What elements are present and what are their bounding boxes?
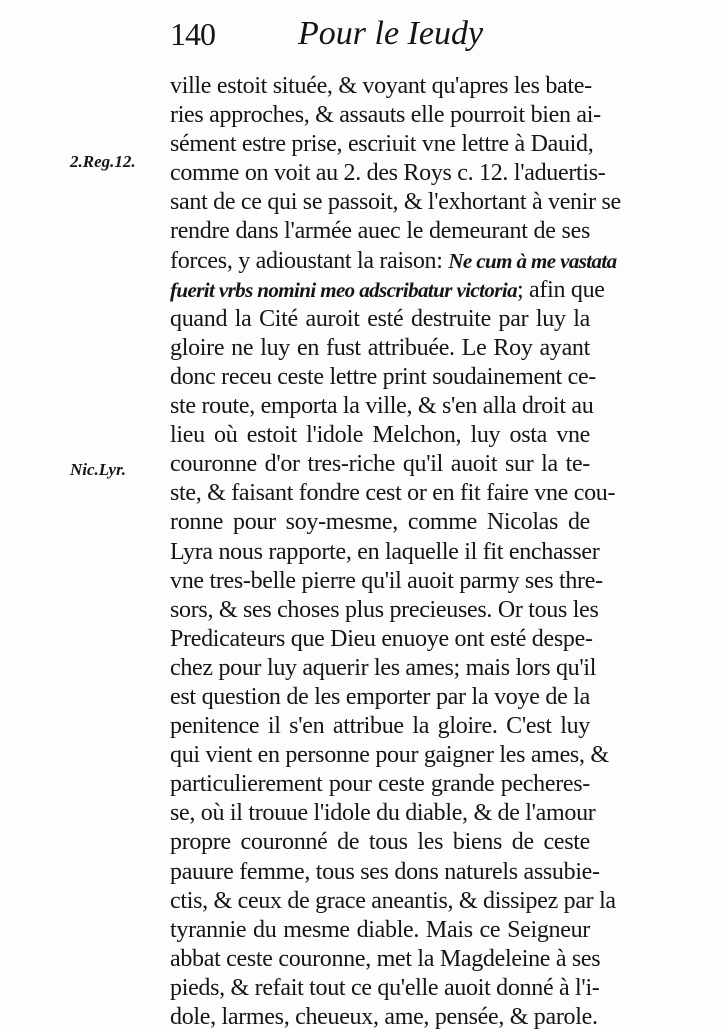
marginal-note: 2.Reg.12.	[70, 152, 136, 171]
roman-text: forces, y adioustant la raison:	[170, 247, 449, 274]
body-text	[170, 72, 621, 1032]
text-line: rendre dans l'armée auec le demeurant de ses	[170, 218, 590, 245]
text-line: sors, & ses choses plus precieuses. Or tous les	[170, 596, 599, 623]
text-line: Predicateurs que Dieu enuoye ont esté despe-	[170, 625, 593, 652]
text-line: ville estoit située, & voyant qu'apres les bate-	[170, 73, 592, 99]
text-line: ste route, emporta la ville, & s'en alla droit au	[170, 393, 594, 420]
text-line: lieu où estoit l'idole Melchon, luy osta vne	[170, 422, 590, 449]
text-line: ronne pour soy-mesme, comme Nicolas de	[170, 509, 590, 536]
text-line: penitence il s'en attribue la gloire. C'est luy	[170, 713, 590, 740]
text-line: donc receu ceste lettre print soudainement ce-	[170, 363, 596, 390]
text-line: abbat ceste couronne, met la Magdeleine à ses	[170, 945, 601, 972]
text-line: couronne d'or tres-riche qu'il auoit sur la te-	[170, 451, 590, 478]
roman-text: ; afin que	[516, 276, 605, 303]
running-head: Pour le Ieudy	[298, 15, 484, 52]
text-line-mixed	[170, 247, 617, 276]
text-line: particulierement pour ceste grande pecheres-	[170, 771, 590, 798]
text-line: sément estre prise, escriuit vne lettre à Dauid,	[170, 131, 594, 158]
text-line: sant de ce qui se passoit, & l'exhortant à venir se	[170, 189, 621, 216]
latin-quote: fuerit vrbs nomini meo adscribatur victoria	[170, 277, 517, 302]
text-line: chez pour luy aquerir les ames; mais lors qu'il	[170, 654, 597, 681]
text-line: tyrannie du mesme diable. Mais ce Seigneur	[170, 916, 590, 943]
text-line: pauure femme, tous ses dons naturels assubie-	[170, 858, 600, 885]
text-line: qui vient en personne pour gaigner les ames, &	[170, 742, 609, 769]
text-line: Lyra nous rapporte, en laquelle il fit enchasser	[170, 538, 600, 565]
text-line-mixed	[170, 276, 605, 305]
text-line: dole, larmes, cheueux, ame, pensée, & parole.	[170, 1004, 598, 1030]
text-line: se, où il trouue l'idole du diable, & de l'amour	[170, 800, 596, 827]
text-line: propre couronné de tous les biens de ceste	[170, 829, 590, 856]
text-line: ctis, & ceux de grace aneantis, & dissipez par la	[170, 887, 616, 914]
text-line: est question de les emporter par la voye de la	[170, 683, 590, 710]
text-line: ries approches, & assauts elle pourroit bien ai-	[170, 102, 601, 129]
text-line: ste, & faisant fondre cest or en fit faire vne cou-	[170, 480, 616, 507]
text-line: comme on voit au 2. des Roys c. 12. l'aduertis-	[170, 160, 606, 187]
text-line: pieds, & refait tout ce qu'elle auoit donné à l'i-	[170, 974, 600, 1001]
text-line: quand la Cité auroit esté destruite par luy la	[170, 305, 590, 332]
page-number: 140	[170, 16, 215, 52]
text-line: vne tres-belle pierre qu'il auoit parmy ses thre-	[170, 567, 603, 594]
page-header	[170, 14, 590, 54]
marginal-note: Nic.Lyr.	[70, 460, 127, 479]
latin-quote: Ne cum à me vastata	[448, 248, 617, 273]
text-line: gloire ne luy en fust attribuée. Le Roy ayant	[170, 334, 590, 361]
